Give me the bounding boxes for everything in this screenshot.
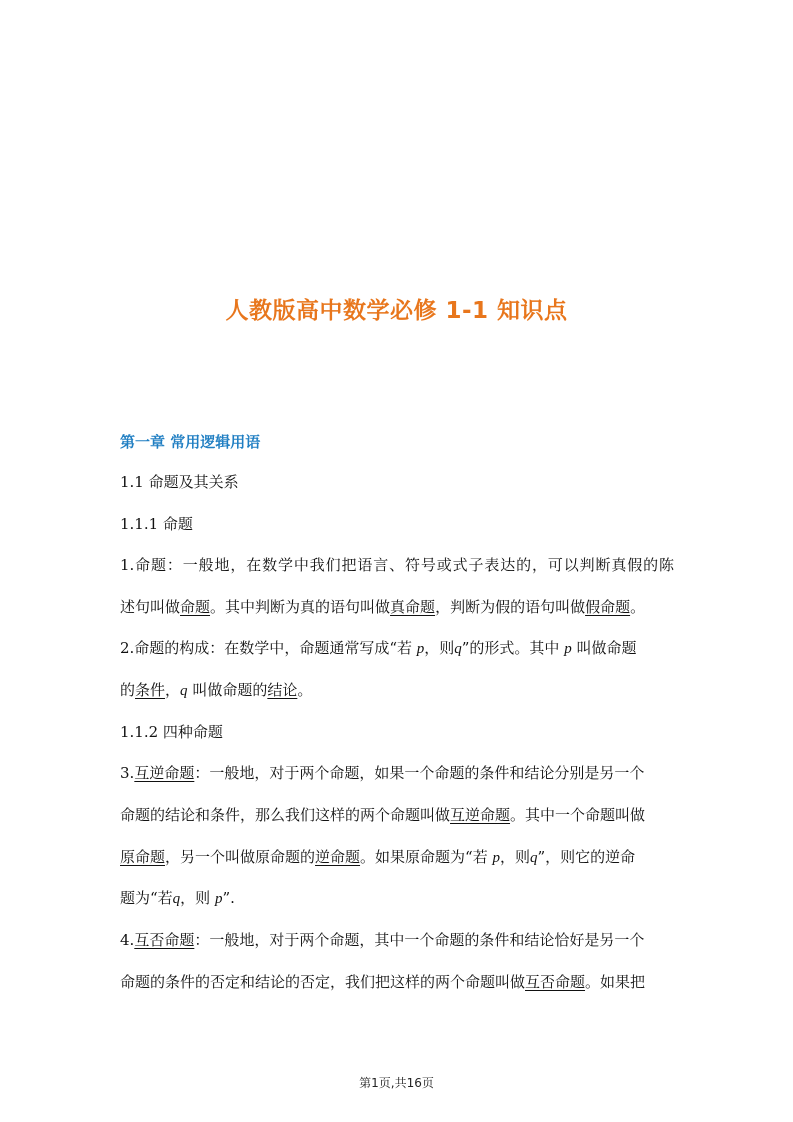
subsection-heading-1-1-1: 1.1.1 命题 [120, 515, 193, 533]
term-false-proposition: 假命题 [585, 598, 631, 616]
text: 叫做命题 [571, 639, 637, 657]
text: 。 [630, 598, 646, 616]
term-converse-pair: 互逆命题 [134, 764, 195, 782]
item1-line1: 1.命题：一般地，在数学中我们把语言、符号或式子表达的，可以判断真假的陈 [120, 556, 674, 574]
subsection-heading-1-1-2: 1.1.2 四种命题 [120, 723, 223, 741]
text: ，则 [180, 889, 215, 907]
page-number-footer: 第1页,共16页 [359, 1076, 434, 1090]
text: 。如果把 [585, 973, 646, 991]
text: 2.命题的构成：在数学中，命题通常写成“若 [120, 639, 417, 657]
variable-p: p [416, 641, 425, 657]
chapter-heading: 第一章 常用逻辑用语 [120, 433, 261, 451]
text: ，则 [499, 848, 530, 866]
item3-line4 [120, 888, 235, 909]
item2-line2 [120, 680, 312, 701]
item4-line1 [120, 930, 644, 950]
text: 命题的结论和条件，那么我们这样的两个命题叫做 [120, 806, 451, 824]
text: 4. [120, 931, 135, 949]
text: ”，则它的逆命 [537, 848, 636, 866]
text: 命题的条件的否定和结论的否定，我们把这样的两个命题叫做 [120, 973, 526, 991]
variable-q: q [454, 641, 462, 657]
text: ，另一个叫做原命题的 [165, 848, 316, 866]
text: ， [165, 681, 181, 699]
item3-line1 [120, 763, 644, 783]
text: 。其中一个命题叫做 [510, 806, 646, 824]
term-converse-pair: 互逆命题 [450, 806, 511, 824]
term-original-proposition: 原命题 [120, 848, 166, 866]
text: 题为“若 [120, 889, 173, 907]
text: ：一般地，对于两个命题，其中一个命题的条件和结论恰好是另一个 [194, 931, 645, 949]
variable-p: p [214, 891, 223, 907]
text: 。其中判断为真的语句叫做 [210, 598, 391, 616]
item1-line2 [120, 597, 645, 617]
text: 。 [297, 681, 313, 699]
variable-p: p [492, 850, 500, 866]
variable-q: q [172, 891, 181, 907]
text: 。如果原命题为“若 [360, 848, 493, 866]
section-heading-1-1: 1.1 命题及其关系 [120, 473, 239, 491]
text: ，则 [424, 639, 455, 657]
text: ，判断为假的语句叫做 [435, 598, 586, 616]
item3-line3 [120, 847, 635, 868]
variable-q: q [530, 850, 538, 866]
variable-p: p [564, 641, 572, 657]
item2-line1 [120, 638, 636, 659]
term-conclusion: 结论 [267, 681, 298, 699]
term-inverse-pair: 互否命题 [134, 931, 195, 949]
term-true-proposition: 真命题 [390, 598, 436, 616]
text: ”. [222, 889, 235, 907]
text: ：一般地，对于两个命题，如果一个命题的条件和结论分别是另一个 [194, 764, 645, 782]
term-condition: 条件 [135, 681, 166, 699]
text: ”的形式。其中 [461, 639, 565, 657]
item3-line2 [120, 805, 645, 825]
variable-q: q [180, 683, 188, 699]
text: 述句叫做 [120, 598, 181, 616]
text: 叫做命题的 [187, 681, 268, 699]
term-converse-proposition: 逆命题 [315, 848, 361, 866]
term-proposition: 命题 [180, 598, 211, 616]
term-inverse-pair: 互否命题 [525, 973, 586, 991]
text: 的 [120, 681, 136, 699]
text: 3. [120, 764, 135, 782]
item4-line2 [120, 972, 645, 992]
document-title: 人教版高中数学必修 1-1 知识点 [225, 298, 568, 324]
